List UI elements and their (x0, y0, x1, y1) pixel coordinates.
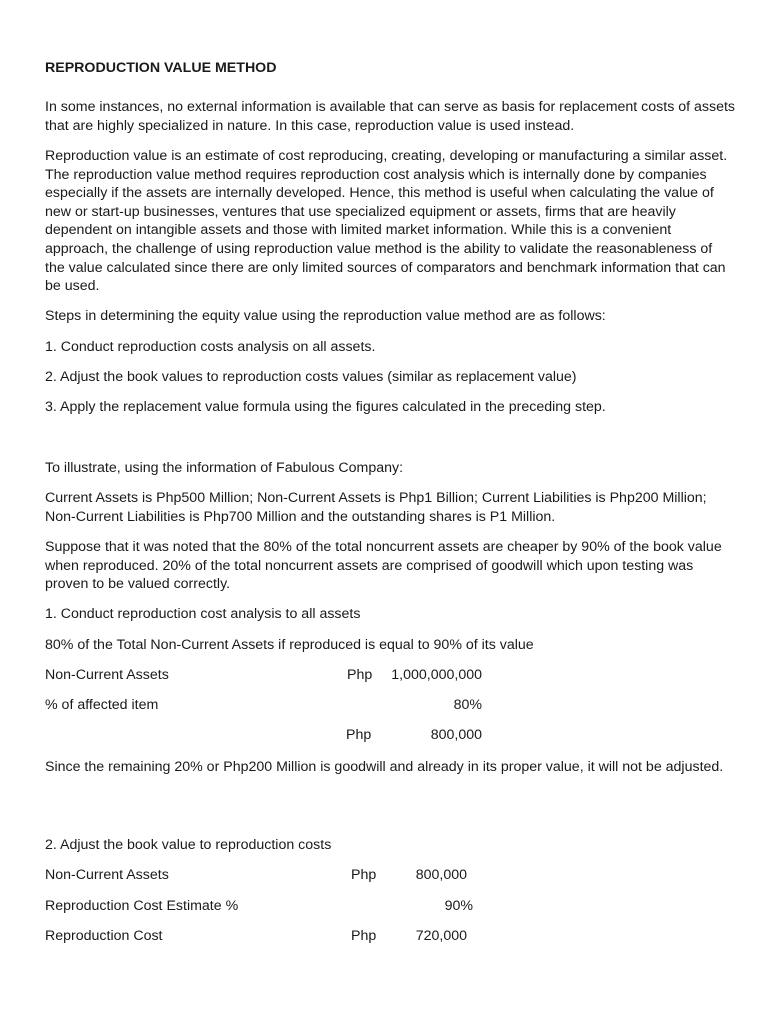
paragraph-definition: Reproduction value is an estimate of cost reproducing, creating, developing or manufacturing a similar asset. The reproduction value method requires reproduction cost analysis which is internally done by companies especially if the assets are internally developed. Hence, this method is useful when calculating the value of new or start-up businesses, ventures that use specialized equipment or assets, firms that are heavily dependent on intangible assets and those with limited market information. While this is a convenient approach, the challenge of using reproduction value method is the ability to validate the reasonableness of the value calculated since there are only limited sources of comparators and benchmark information that can be used. (45, 148, 728, 295)
step-item: 2. Adjust the book values to reproduction costs values (similar as replacement value) (45, 369, 577, 385)
table2-row1-currency: Php (351, 867, 377, 883)
table2-row2-value: 90% (444, 898, 473, 914)
table1-row3-value: 800,000 (430, 727, 482, 743)
steps-intro: Steps in determining the equity value using the reproduction value method are as follows: (45, 308, 606, 324)
step1-note: 80% of the Total Non-Current Assets if reproduced is equal to 90% of its value (45, 637, 534, 653)
table1-row3-currency: Php (346, 727, 372, 743)
table2-row3-label: Reproduction Cost (45, 928, 163, 944)
paragraph-intro: In some instances, no external information is available that can serve as basis for replacement costs of assets that are highly specialized in nature. In this case, reproduction value is used instead. (45, 99, 736, 134)
table1-row1-currency: Php (347, 667, 373, 683)
document-title: REPRODUCTION VALUE METHOD (45, 60, 277, 76)
table2-row3-currency: Php (351, 928, 377, 944)
illustration-intro: To illustrate, using the information of Fabulous Company: (45, 460, 404, 476)
table1-row1-label: Non-Current Assets (45, 667, 169, 683)
step2-heading: 2. Adjust the book value to reproduction costs (45, 837, 332, 853)
table1-row2-value: 80% (453, 697, 482, 713)
paragraph-given: Current Assets is Php500 Million; Non-Current Assets is Php1 Billion; Current Liabilities is Php200 Million; Non-Current Liabilities is Php700 Million and the outstanding shares is P1 Million. (45, 490, 707, 525)
table2-row3-value: 720,000 (415, 928, 467, 944)
paragraph-suppose: Suppose that it was noted that the 80% of the total noncurrent assets are cheaper by 90% of the book value when reproduced. 20% of the total noncurrent assets are comprised of goodwill which upon testing was proven to be valued correctly. (45, 539, 722, 593)
step-item: 1. Conduct reproduction costs analysis on all assets. (45, 339, 376, 355)
table1-row2-label: % of affected item (45, 697, 159, 713)
table2-row1-value: 800,000 (415, 867, 467, 883)
table2-row2-label: Reproduction Cost Estimate % (45, 898, 239, 914)
table1-row1-value: 1,000,000,000 (391, 667, 482, 683)
table2-row1-label: Non-Current Assets (45, 867, 169, 883)
paragraph-remaining: Since the remaining 20% or Php200 Million is goodwill and already in its proper value, it will not be adjusted. (45, 759, 724, 775)
step1-heading: 1. Conduct reproduction cost analysis to all assets (45, 606, 361, 622)
step-item: 3. Apply the replacement value formula using the figures calculated in the preceding step. (45, 399, 606, 415)
